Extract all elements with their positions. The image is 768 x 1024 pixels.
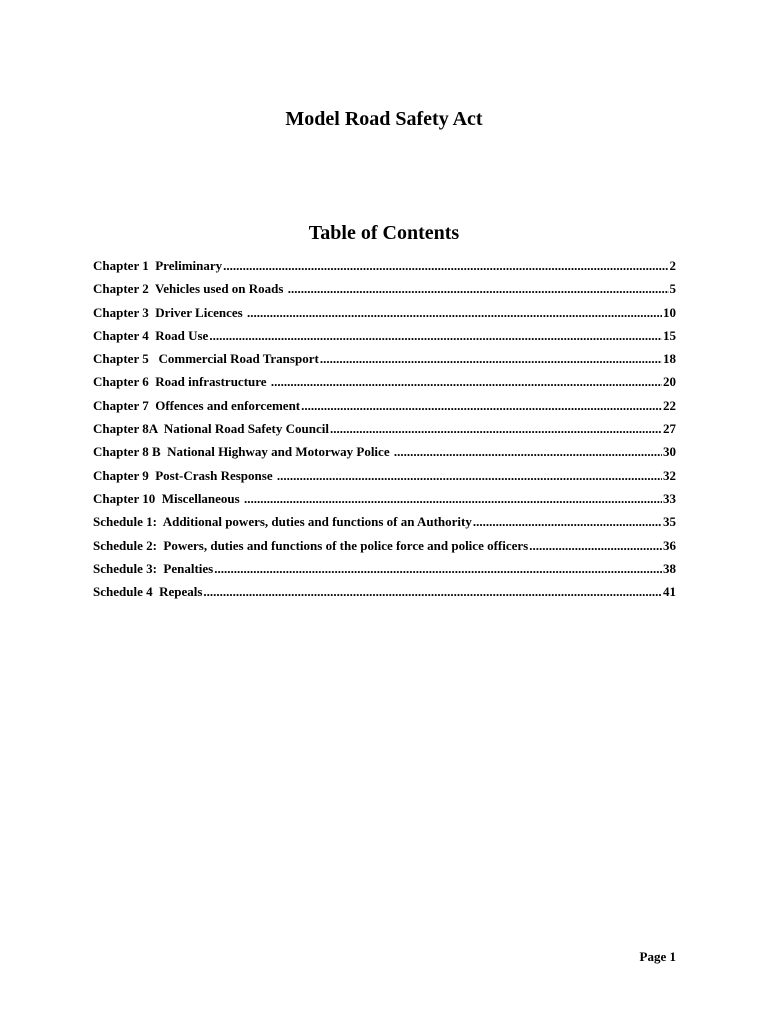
dot-leader [223,258,668,274]
toc-entry-label: Chapter 7 Offences and enforcement [93,397,301,413]
toc-entry-page: 41 [663,584,676,600]
toc-entry-label: Chapter 8 B National Highway and Motorway Police [93,444,393,460]
toc-heading: Table of Contents [308,222,460,244]
toc-entry-label: Chapter 1 Preliminary [93,258,223,273]
toc-entry-page: 2 [669,258,676,273]
toc-entry-chapter-8b[interactable] [93,444,676,467]
dot-leader [529,538,662,554]
toc-entry-page: 20 [663,374,676,390]
toc-entry-chapter-5[interactable] [93,351,676,374]
dot-leader [203,584,662,600]
toc-entry-page: 5 [669,281,676,297]
toc-entry-chapter-7[interactable] [93,398,676,421]
toc-entry-label: Chapter 4 Road Use [93,327,209,343]
toc-entry-schedule-2[interactable] [93,538,676,561]
toc-entry-label: Schedule 1: Additional powers, duties and functions of an Authority [93,514,472,530]
toc-entry-label: Chapter 5 Commercial Road Transport [93,351,319,367]
dot-leader [320,351,662,367]
toc-entry-label: Chapter 8A National Road Safety Council [93,421,329,437]
toc-entry-label: Chapter 3 Driver Licences [93,304,246,320]
dot-leader [277,468,662,484]
toc-entry-schedule-4[interactable] [93,584,676,607]
dot-leader [247,305,662,321]
dot-leader [301,398,662,414]
dot-leader [209,328,662,344]
toc-entry-page: 27 [663,421,676,437]
toc-entry-chapter-10[interactable] [93,491,676,514]
toc-entry-label: Schedule 3: Penalties [93,560,214,576]
dot-leader [271,374,662,390]
toc-entry-schedule-3[interactable] [93,561,676,584]
toc-entry-page: 33 [663,490,676,506]
toc-entry-chapter-4[interactable] [93,328,676,351]
document-title: Model Road Safety Act [285,108,483,130]
toc-entry-chapter-9[interactable] [93,468,676,491]
toc-entry-page: 22 [663,397,676,413]
toc-entry-page: 35 [663,514,676,530]
toc-entry-label: Chapter 6 Road infrastructure [93,374,270,390]
dot-leader [214,561,662,577]
toc-entry-chapter-6[interactable] [93,374,676,397]
toc-entry-chapter-8a[interactable] [93,421,676,444]
toc-entry-chapter-1[interactable] [93,258,676,281]
toc-entry-label: Chapter 2 Vehicles used on Roads [93,281,287,297]
dot-leader [330,421,662,437]
toc-entry-chapter-3[interactable] [93,305,676,328]
dot-leader [473,514,662,530]
toc-entry-page: 18 [663,351,676,367]
table-of-contents [93,258,676,607]
toc-entry-page: 36 [663,537,676,553]
toc-entry-label: Chapter 10 Miscellaneous [93,490,243,506]
toc-entry-page: 10 [663,304,676,320]
page-number: Page 1 [639,949,676,964]
toc-entry-label: Schedule 2: Powers, duties and functions of the police force and police officers [93,537,529,553]
toc-entry-label: Chapter 9 Post-Crash Response [93,467,276,483]
toc-entry-label: Schedule 4 Repeals [93,584,203,600]
toc-entry-page: 32 [663,467,676,483]
dot-leader [288,281,669,297]
toc-entry-page: 15 [663,327,676,343]
toc-entry-schedule-1[interactable] [93,514,676,537]
dot-leader [394,444,662,460]
toc-entry-page: 38 [663,560,676,576]
toc-entry-chapter-2[interactable] [93,281,676,304]
dot-leader [244,491,662,507]
toc-entry-page: 30 [663,444,676,460]
